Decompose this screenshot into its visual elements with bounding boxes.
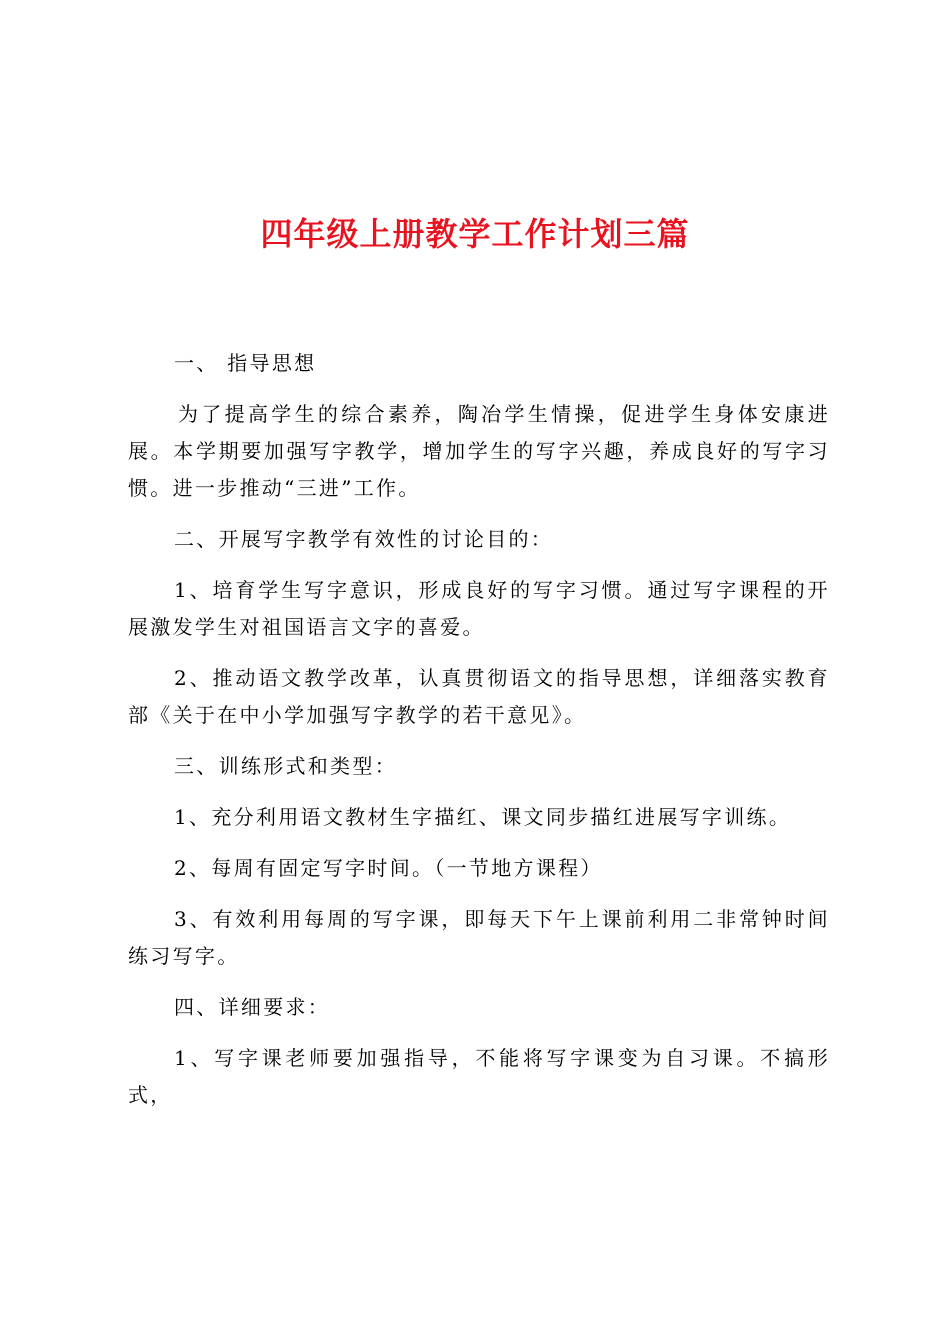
heading-research-purpose: 二、开展写字教学有效性的讨论目的： (174, 527, 554, 551)
list-item-training-3: 3、有效利用每周的写字课，即每天下午上课前利用二非常钟时间练习写字。 (128, 907, 830, 968)
list-item-requirement-1: 1、写字课老师要加强指导，不能将写字课变为自习课。不搞形式， (128, 1046, 830, 1107)
list-item-purpose-2: 2、推动语文教学改革，认真贯彻语文的指导思想，详细落实教育部《关于在中小学加强写字教学的若干意见》。 (128, 666, 830, 727)
list-item-training-1: 1、充分利用语文教材生字描红、课文同步描红进展写字训练。 (174, 805, 792, 829)
document-title: 四年级上册教学工作计划三篇 (260, 215, 690, 253)
document-body (128, 345, 830, 1128)
heading-guiding-ideology: 一、 指导思想 (174, 351, 317, 375)
list-item-purpose-1: 1、培育学生写字意识，形成良好的写字习惯。通过写字课程的开展激发学生对祖国语言文字的喜爱。 (128, 578, 830, 639)
paragraph-guiding-ideology: 为了提高学生的综合素养，陶冶学生情操，促进学生身体安康进展。本学期要加强写字教学，增加学生的写字兴趣，养成良好的写字习惯。进一步推动“三进”工作。 (128, 402, 830, 500)
heading-training-forms: 三、训练形式和类型： (174, 754, 397, 778)
heading-detailed-requirements: 四、详细要求： (174, 995, 331, 1019)
list-item-training-2: 2、每周有固定写字时间。（一节地方课程） (174, 856, 603, 880)
